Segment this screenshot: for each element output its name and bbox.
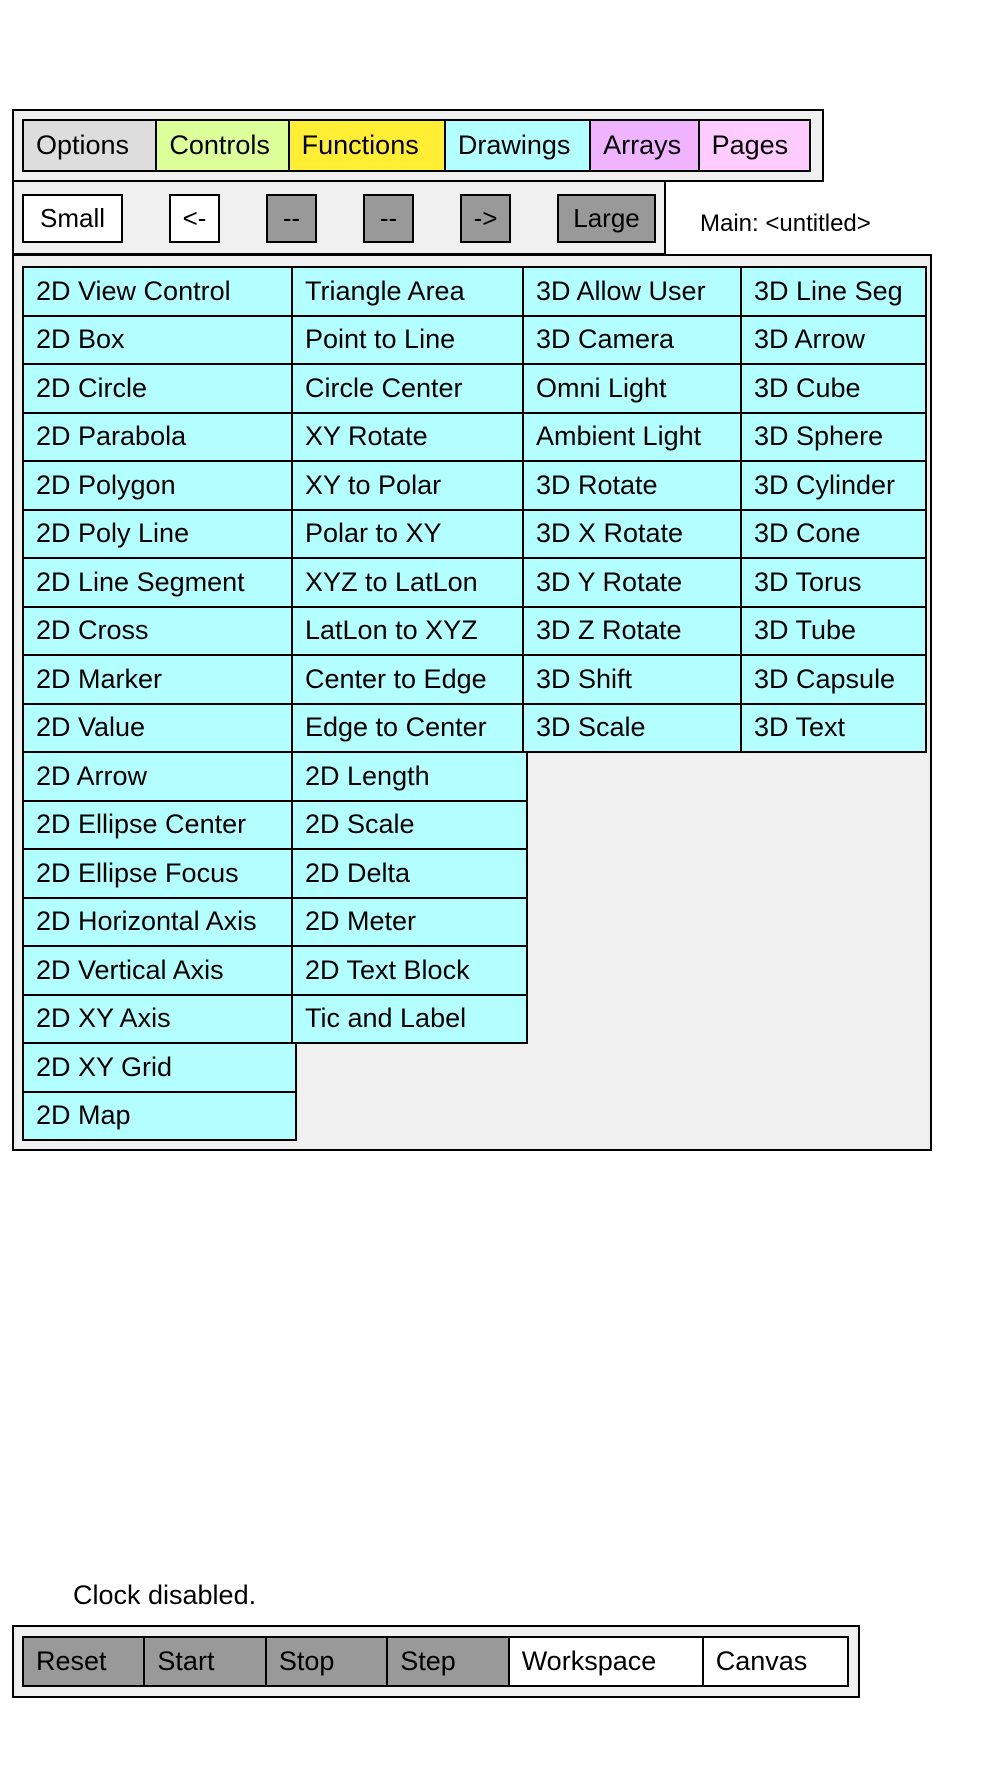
tab-options[interactable]: Options xyxy=(24,121,157,170)
function-item[interactable]: 2D Delta xyxy=(293,850,526,899)
function-item[interactable]: 3D X Rotate xyxy=(524,511,744,560)
function-item[interactable]: 2D Value xyxy=(24,705,295,754)
function-column-1 xyxy=(22,266,297,1141)
function-item[interactable]: 3D Cube xyxy=(742,365,925,414)
tab-arrays[interactable]: Arrays xyxy=(591,121,699,170)
tab-drawings[interactable]: Drawings xyxy=(446,121,591,170)
function-item[interactable]: 3D Capsule xyxy=(742,656,925,705)
function-item[interactable]: Polar to XY xyxy=(293,511,526,560)
function-item[interactable]: Tic and Label xyxy=(293,996,526,1045)
function-item[interactable]: 2D XY Axis xyxy=(24,996,295,1045)
main-page-label: Main: <untitled> xyxy=(700,210,871,237)
function-item[interactable]: 3D Shift xyxy=(524,656,744,705)
function-item[interactable]: 3D Cylinder xyxy=(742,462,925,511)
function-item[interactable]: 2D Polygon xyxy=(24,462,295,511)
function-item[interactable]: 3D Y Rotate xyxy=(524,559,744,608)
function-column-2 xyxy=(291,266,528,1044)
function-column-4 xyxy=(740,266,927,753)
function-item[interactable]: 2D XY Grid xyxy=(24,1044,295,1093)
function-item[interactable]: 2D Vertical Axis xyxy=(24,947,295,996)
function-item[interactable]: 2D Marker xyxy=(24,656,295,705)
function-item[interactable]: 2D Ellipse Center xyxy=(24,802,295,851)
function-item[interactable]: Point to Line xyxy=(293,317,526,366)
function-item[interactable]: 3D Tube xyxy=(742,608,925,657)
reset-button[interactable]: Reset xyxy=(24,1638,145,1685)
function-item[interactable]: 2D Arrow xyxy=(24,753,295,802)
tab-strip xyxy=(22,119,811,172)
clock-status: Clock disabled. xyxy=(73,1580,257,1610)
function-item[interactable]: 2D Poly Line xyxy=(24,511,295,560)
function-item[interactable]: 2D Cross xyxy=(24,608,295,657)
function-item[interactable]: 2D Parabola xyxy=(24,414,295,463)
function-item[interactable]: 2D Meter xyxy=(293,899,526,948)
dash-button-2[interactable]: -- xyxy=(363,194,414,243)
function-item[interactable]: XY to Polar xyxy=(293,462,526,511)
function-item[interactable]: 2D Ellipse Focus xyxy=(24,850,295,899)
function-item[interactable]: Edge to Center xyxy=(293,705,526,754)
tab-functions[interactable]: Functions xyxy=(290,121,446,170)
function-column-3 xyxy=(522,266,746,753)
function-item[interactable]: 3D Torus xyxy=(742,559,925,608)
function-item[interactable]: 3D Text xyxy=(742,705,925,754)
start-button[interactable]: Start xyxy=(145,1638,266,1685)
function-item[interactable]: Center to Edge xyxy=(293,656,526,705)
function-item[interactable]: XYZ to LatLon xyxy=(293,559,526,608)
stop-button[interactable]: Stop xyxy=(267,1638,388,1685)
function-item[interactable]: Omni Light xyxy=(524,365,744,414)
function-item[interactable]: LatLon to XYZ xyxy=(293,608,526,657)
canvas-button[interactable]: Canvas xyxy=(704,1638,847,1685)
workspace-button[interactable]: Workspace xyxy=(510,1638,704,1685)
function-item[interactable]: 2D Text Block xyxy=(293,947,526,996)
function-item[interactable]: 3D Allow User xyxy=(524,268,744,317)
function-item[interactable]: Triangle Area xyxy=(293,268,526,317)
tab-pages[interactable]: Pages xyxy=(700,121,809,170)
step-button[interactable]: Step xyxy=(388,1638,509,1685)
function-item[interactable]: 2D Line Segment xyxy=(24,559,295,608)
function-item[interactable]: 2D Circle xyxy=(24,365,295,414)
small-button[interactable]: Small xyxy=(22,194,123,243)
large-button[interactable]: Large xyxy=(557,194,656,243)
function-item[interactable]: 3D Arrow xyxy=(742,317,925,366)
function-item[interactable]: 2D Map xyxy=(24,1093,295,1142)
tab-controls[interactable]: Controls xyxy=(157,121,289,170)
function-item[interactable]: Ambient Light xyxy=(524,414,744,463)
function-item[interactable]: 3D Scale xyxy=(524,705,744,754)
function-item[interactable]: 3D Line Seg xyxy=(742,268,925,317)
function-item[interactable]: 3D Rotate xyxy=(524,462,744,511)
function-item[interactable]: 3D Cone xyxy=(742,511,925,560)
function-item[interactable]: 2D View Control xyxy=(24,268,295,317)
function-item[interactable]: Circle Center xyxy=(293,365,526,414)
control-strip xyxy=(22,1636,849,1687)
function-item[interactable]: 2D Scale xyxy=(293,802,526,851)
function-item[interactable]: 2D Length xyxy=(293,753,526,802)
function-item[interactable]: 2D Horizontal Axis xyxy=(24,899,295,948)
function-item[interactable]: 3D Z Rotate xyxy=(524,608,744,657)
function-item[interactable]: 2D Box xyxy=(24,317,295,366)
back-button[interactable]: <- xyxy=(169,194,220,243)
forward-button[interactable]: -> xyxy=(460,194,511,243)
function-item[interactable]: 3D Sphere xyxy=(742,414,925,463)
function-item[interactable]: XY Rotate xyxy=(293,414,526,463)
dash-button-1[interactable]: -- xyxy=(266,194,317,243)
function-item[interactable]: 3D Camera xyxy=(524,317,744,366)
